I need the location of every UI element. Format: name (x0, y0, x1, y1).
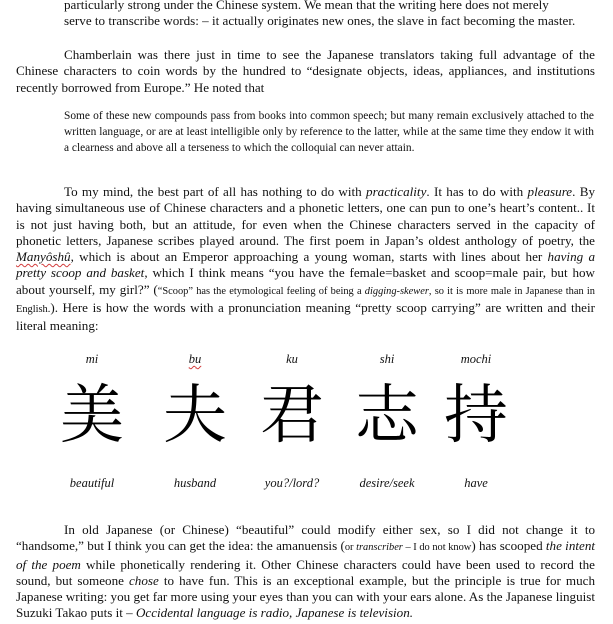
emphasis-chose: chose (128, 572, 159, 588)
kanji-character: 夫 (163, 379, 227, 453)
kanji-character: 君 (260, 379, 324, 453)
emphasis-intent: the intent of the poem (16, 538, 596, 572)
kanji-table (0, 344, 613, 494)
gloss: have (464, 476, 488, 490)
romaji: mi (85, 352, 99, 366)
quote-block-top (64, 0, 596, 30)
aside-dont-know: – I do not know (402, 542, 472, 554)
gloss: beautiful (69, 476, 115, 490)
text: ) has scooped (471, 538, 546, 554)
text: to have fun. This is an exceptional example, but the principle is true for much Japanese writing: you get far more using your eyes than you can with your ears alone. As the Japanese linguist Suzuki Takao puts it – (16, 572, 595, 621)
text: To my mind, the best part of all has nothing to do with (64, 184, 367, 199)
gloss: desire/seek (359, 476, 415, 490)
text: . By having simultaneous use of Chinese characters and a phonetic letters, one can pun to one’s heart’s content.. It is not just having both, but an attitude, for even when the Chinese characters served in the capacity of phonetic letters, Japanese scribes played around. The first poem in Japan’s oldest anthology of poetry, the (16, 184, 595, 248)
text: , which is about an Emperor approaching a young woman, starts with lines about her (70, 249, 548, 265)
emphasis-radio-television: Occidental language is radio, Japanese is television. (135, 605, 414, 621)
paragraph-pleasure (16, 184, 595, 335)
text: . It has to do with (426, 184, 528, 199)
romaji: shi (379, 352, 395, 366)
paragraph-conclusion (16, 522, 595, 622)
paragraph-chamberlain: Chamberlain was there just in time to see the Japanese translators taking full advantage of the Chinese characters to coin words by the hundred to “designate objects, ideas, appliances, and institutions recently borrowed from Europe.” He noted that (16, 47, 595, 95)
quote-block-compounds: Some of these new compounds pass from books into common speech; but many remain exclusively attached to the written language, or are at least intelligible only by reference to the latter, while at the same time they endow it with a clearness and above all a terseness to which the colloquial can never attain. (64, 110, 594, 154)
aside-or: or (344, 542, 357, 554)
kanji-character: 志 (355, 379, 419, 453)
title-manyoshu: Manyôshû (16, 249, 71, 265)
text: In old Japanese (or Chinese) “beautiful” could modify either sex, so I did not change it to “handsome,” but I think you can get the idea: the amanuensis ( (16, 522, 595, 554)
romaji (140, 352, 250, 367)
quote-line-1: particularly strong under the Chinese system. We mean that the writing here does not merely (64, 0, 549, 12)
text: , which I think means “you have the female=basket and scoop=male pair, but how about yourself, my girl?” ( (16, 265, 596, 297)
gloss: husband (173, 476, 217, 490)
emphasis-transcriber: transcriber (356, 542, 403, 554)
emphasis-pleasure: pleasure (527, 184, 573, 199)
text: while phonetically rendering it. Other Chinese characters could have been used to record the sound, but someone (16, 556, 595, 588)
kanji-character: 持 (444, 379, 508, 453)
text: ). Here is how the words with a pronunciation meaning “pretty scoop carrying” are written and their literal meaning: (16, 300, 595, 334)
romaji-text: bu (188, 352, 202, 366)
kanji-character: 美 (60, 379, 124, 453)
aside-scoop: “Scoop” has the etymological feeling of being a (157, 285, 365, 297)
romaji: ku (286, 352, 298, 366)
gloss: you?/lord? (264, 476, 320, 490)
quote-line-2: serve to transcribe words: – it actually originates new ones, the slave in fact becoming the master. (64, 13, 576, 29)
emphasis-scoop-basket: having a pretty scoop and basket (16, 249, 595, 281)
romaji: mochi (460, 352, 492, 366)
emphasis-practicality: practicality (366, 184, 427, 199)
emphasis-digging-skewer: digging-skewer (364, 285, 429, 297)
aside-scoop-end: , so it is more male in Japanese than in English. (16, 285, 595, 316)
